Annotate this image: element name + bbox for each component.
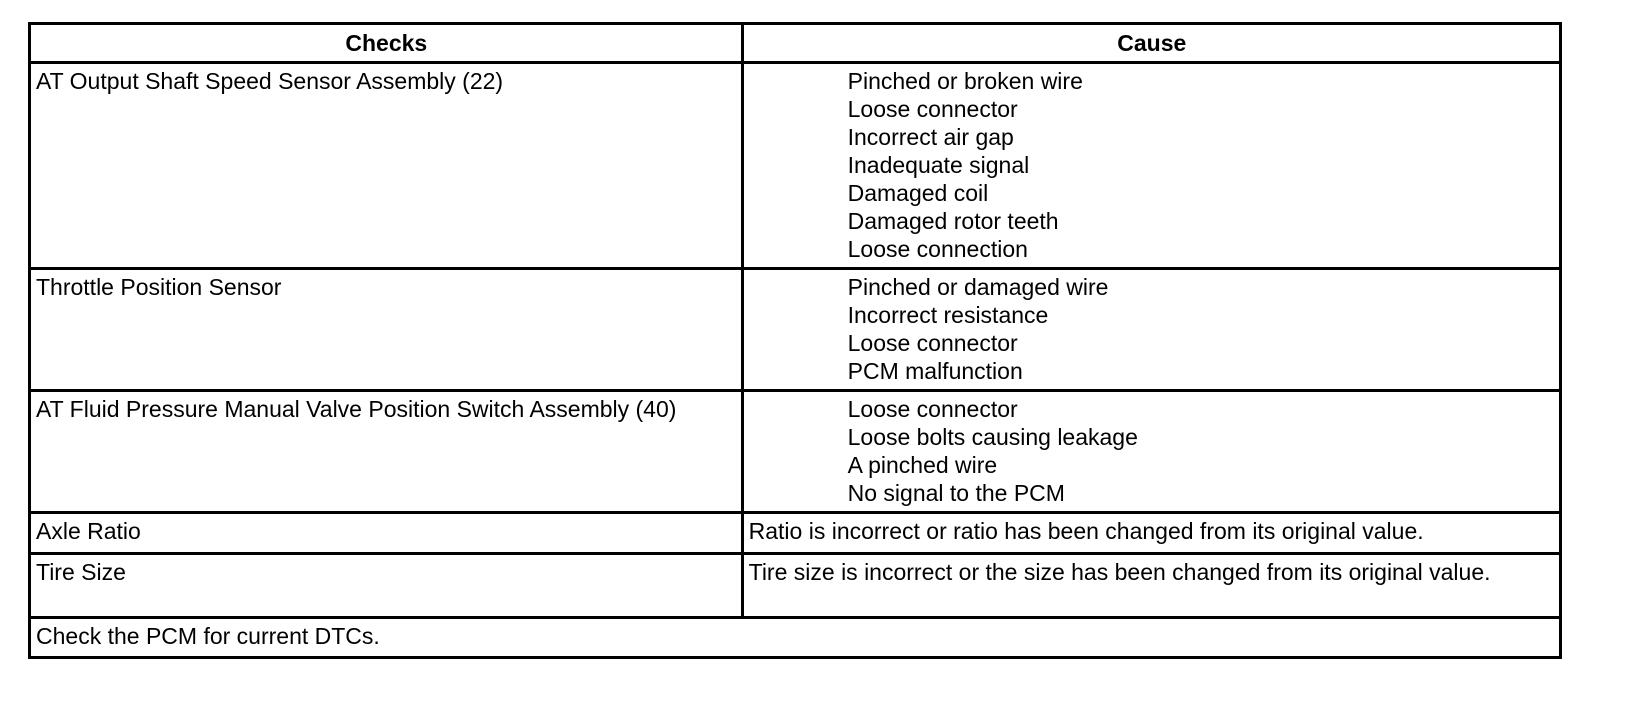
table-row bbox=[30, 63, 1561, 269]
header-checks: Checks bbox=[30, 24, 743, 63]
cause-item: Loose connection bbox=[847, 236, 1028, 262]
cause-list bbox=[749, 395, 1555, 507]
cause-item: No signal to the PCM bbox=[847, 480, 1065, 506]
check-cell: Tire Size bbox=[30, 554, 743, 618]
table-row bbox=[30, 391, 1561, 513]
cause-list bbox=[749, 67, 1555, 263]
cause-item: Incorrect resistance bbox=[847, 302, 1049, 328]
cause-item: Loose connector bbox=[847, 330, 1018, 356]
cause-item: Loose bolts causing leakage bbox=[847, 424, 1138, 450]
cause-cell bbox=[742, 269, 1560, 391]
cause-cell: Tire size is incorrect or the size has been changed from its original value. bbox=[742, 554, 1560, 618]
cause-item: A pinched wire bbox=[847, 452, 998, 478]
table-row bbox=[30, 513, 1561, 554]
table-header-row bbox=[30, 24, 1561, 63]
cause-item: Pinched or broken wire bbox=[847, 68, 1083, 94]
cause-cell: Ratio is incorrect or ratio has been changed from its original value. bbox=[742, 513, 1560, 554]
cause-cell bbox=[742, 391, 1560, 513]
check-cell: Throttle Position Sensor bbox=[30, 269, 743, 391]
cause-cell bbox=[742, 63, 1560, 269]
cause-item: Loose connector bbox=[847, 396, 1018, 422]
table-row bbox=[30, 269, 1561, 391]
cause-list bbox=[749, 273, 1555, 385]
cause-item: Inadequate signal bbox=[847, 152, 1030, 178]
cause-item: Damaged coil bbox=[847, 180, 989, 206]
check-cell: AT Fluid Pressure Manual Valve Position Switch Assembly (40) bbox=[30, 391, 743, 513]
header-cause: Cause bbox=[742, 24, 1560, 63]
footer-note: Check the PCM for current DTCs. bbox=[30, 618, 1561, 658]
cause-item: Damaged rotor teeth bbox=[847, 208, 1059, 234]
cause-item: Pinched or damaged wire bbox=[847, 274, 1109, 300]
table-footer-row bbox=[30, 618, 1561, 658]
check-cell: AT Output Shaft Speed Sensor Assembly (22) bbox=[30, 63, 743, 269]
cause-item: PCM malfunction bbox=[847, 358, 1023, 384]
cause-item: Loose connector bbox=[847, 96, 1018, 122]
cause-item: Incorrect air gap bbox=[847, 124, 1014, 150]
check-cell: Axle Ratio bbox=[30, 513, 743, 554]
diagnostic-table bbox=[28, 22, 1562, 659]
table-row bbox=[30, 554, 1561, 618]
